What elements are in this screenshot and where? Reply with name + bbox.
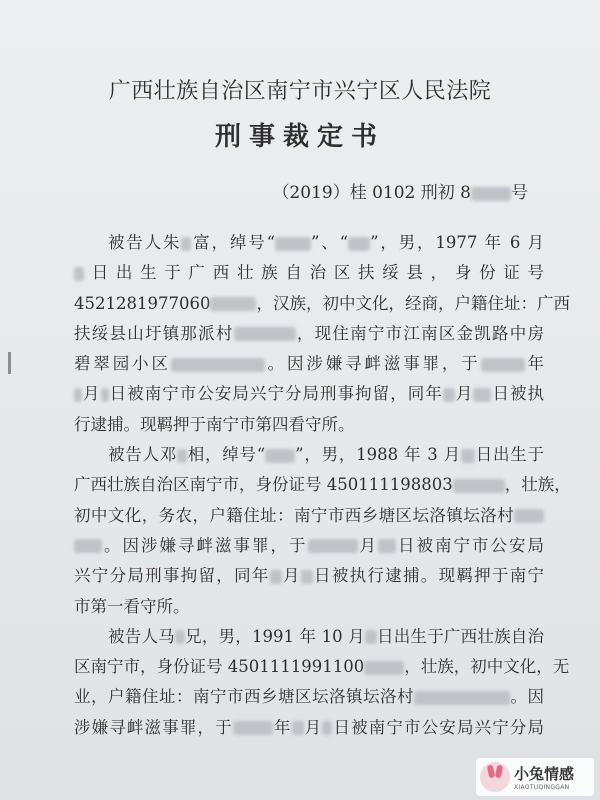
redaction: [461, 449, 475, 463]
watermark-url: XIAOTUQINGGAN: [514, 784, 570, 791]
text-line: 初中文化，务农，户籍住址：南宁市西乡塘区坛洛镇坛洛村: [74, 501, 544, 531]
redaction: [270, 570, 282, 584]
document-title: 刑事裁定书: [214, 122, 385, 152]
watermark-text: [514, 763, 574, 791]
redaction: [74, 267, 84, 281]
case-number: [272, 178, 528, 203]
text-line: 被告人朱 富，绰号“ ”、“ ”，男，1977 年 6 月: [108, 233, 544, 252]
text-line: 区南宁市，身份证号 4501111991100 ，壮族，初中文化，无: [74, 657, 570, 677]
redaction: [175, 630, 185, 644]
watermark-name: 小兔情感: [514, 765, 575, 783]
redaction: [471, 187, 511, 201]
binding-mark: [8, 352, 11, 374]
text-line: 广西壮族自治区南宁市，身份证号 450111198803 ，壮族，: [74, 475, 571, 495]
document-body: [74, 228, 571, 743]
redaction: [171, 358, 265, 372]
redaction: [322, 721, 332, 735]
redaction: [514, 509, 544, 523]
redaction: [234, 327, 296, 341]
text-line: 市第一看守所。: [74, 596, 190, 616]
text-line: 4521281977060 ，汉族，初中文化，经商，户籍住址：广西: [74, 293, 570, 313]
redaction: [233, 721, 273, 735]
text-line: 兴宁分局刑事拘留，同年 月 日被执行逮捕。现羁押于南宁: [74, 566, 545, 586]
redaction: [308, 539, 358, 553]
redaction: [365, 630, 377, 644]
court-name: 广西壮族自治区南宁市兴宁区人民法院: [108, 79, 492, 104]
text-line: 月 日被南宁市公安局兴宁分局刑事拘留，同年 月 日被执: [74, 379, 544, 409]
redaction: [275, 237, 311, 251]
redaction: [348, 237, 370, 251]
redaction: [364, 661, 404, 675]
case-number-prefix: （2019）桂 0102 刑初 8: [272, 183, 471, 203]
text-line: 碧翠园小区 。因涉嫌寻衅滋事罪，于 年: [74, 354, 545, 374]
text-line: 被告人马 兄，男，1991 年 10 月 日出生于广西壮族自治: [108, 626, 545, 646]
text-line: 扶绥县山圩镇那派村 ，现住南宁市江南区金凯路中房: [74, 323, 545, 343]
case-number-suffix: 号: [511, 183, 528, 203]
redaction: [210, 297, 256, 311]
text-line: 业，户籍住址：南宁市西乡塘区坛洛镇坛洛村 。因: [74, 687, 544, 707]
text-line: 行逮捕。现羁押于南宁市第四看守所。: [74, 414, 355, 434]
redaction: [414, 691, 510, 705]
redaction: [101, 388, 109, 402]
redaction: [378, 539, 396, 553]
text-line: 日出生于广西壮族自治区扶绥县，身份证号: [74, 258, 544, 288]
text-line: 被告人邓 相，绰号“ ”，男，1988 年 3 月 日出生于: [108, 445, 545, 465]
rabbit-logo-icon: [480, 762, 510, 792]
redaction: [74, 539, 102, 553]
redaction: [74, 388, 82, 402]
redaction: [473, 388, 491, 402]
redaction: [177, 449, 187, 463]
redaction: [292, 721, 304, 735]
redaction: [301, 570, 313, 584]
text-line: 涉嫌寻衅滋事罪，于 年 月 日被南宁市公安局兴宁分局: [74, 717, 545, 737]
redaction: [181, 237, 191, 251]
redaction: [265, 449, 295, 463]
redaction: [453, 479, 505, 493]
text-line: 。因涉嫌寻衅滋事罪，于 月 日被南宁市公安局: [74, 531, 544, 561]
redaction: [481, 358, 525, 372]
site-watermark: [476, 758, 594, 796]
redaction: [443, 388, 455, 402]
